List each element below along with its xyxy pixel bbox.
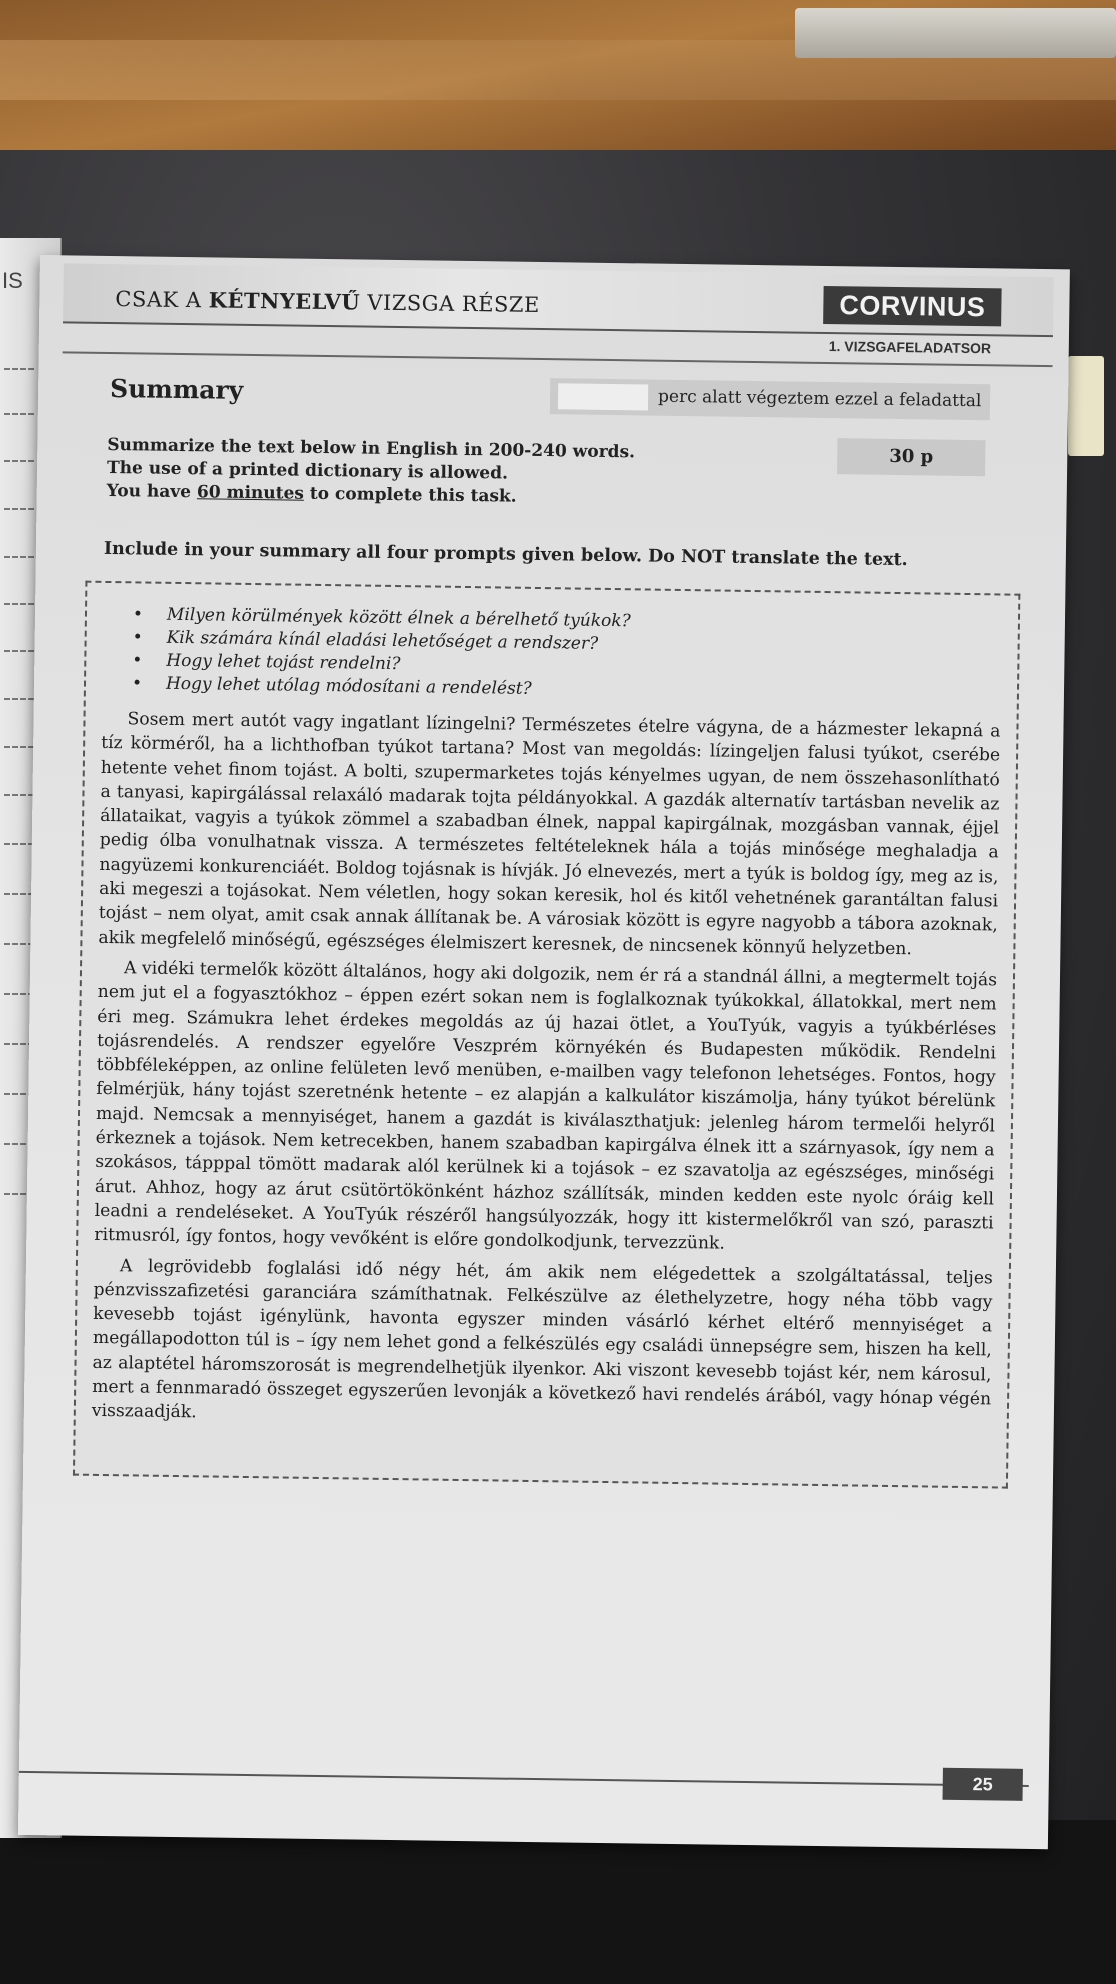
text-paragraph: A vidéki termelők között általános, hogy aki dolgozik, nem ér rá a standnál állni, a megtermelt tojás nem jut el a fogyasztókhoz – éppen ezért sokan nem is foglalkoznak tyúkokkal, állatokkal, mert nem éri meg. Számukra lehet érdekes megoldás az új hazai ötlet, a YouTyúk, vagyis a tyúkbérléses tojásrendelés. A rendszer egyelőre Veszprém környékén és Budapesten működik. Rendelni többféleképpen, az online felületen levő menüben, e-mailben vagy telefonon lehetséges. Fontos, hogy felmérjük, hány tojást szeretnénk hetente – ez alapján a kalkulátor kiszámolja, hány tyúkot bérelünk majd. Nemcsak a mennyiséget, hanem a gazdát is kiválaszthatjuk: jelenleg három termelői helyről érkeznek a tojások. Nem ketrecekben, hanem szabadban kapirgálva élnek itt a szárnyasok, így nem a szokásos, tápppal tömött madarak alól kerülnek ki a tojások – ez szavatolja az egészséges, minőségi árut. Ahhoz, hogy az árut csütörtökönként házhoz szállítsák, minden kedden este nyolc óráig kell leadni a rendeléseket. A YouTyúk részéről hangsúlyozzák, hogy itt kistermelőkről van szó, paraszti ritmusról, így fontos, hogy vevőként is előre gondolkodjunk, tervezzünk. bbox=[94, 958, 998, 1254]
include-note: Include in your summary all four prompts given below. Do NOT translate the text. bbox=[103, 538, 908, 571]
exam-page bbox=[18, 255, 1070, 1849]
header-title-suffix: VIZSGA RÉSZE bbox=[359, 290, 541, 317]
left-page-line bbox=[4, 650, 34, 652]
bullet-icon: • bbox=[132, 650, 143, 671]
prompt-text: Milyen körülmények között élnek a bérelhető tyúkok? bbox=[166, 604, 631, 632]
header-title-prefix: CSAK A bbox=[115, 287, 209, 313]
footer-divider bbox=[19, 1771, 1029, 1787]
prompt-text: Hogy lehet utólag módosítani a rendelést? bbox=[165, 673, 532, 699]
brand-logo: CORVINUS bbox=[823, 286, 1002, 326]
points-badge: 30 p bbox=[837, 438, 985, 476]
header-title-bold: KÉTNYELVŰ bbox=[208, 287, 361, 315]
left-page-line bbox=[4, 368, 34, 370]
task-instructions bbox=[107, 434, 636, 510]
left-page-label: IS bbox=[2, 268, 23, 293]
background-shelf bbox=[795, 8, 1116, 58]
left-page-line bbox=[4, 843, 34, 845]
left-page-line bbox=[4, 460, 34, 462]
prompt-text: Kik számára kínál eladási lehetőséget a rendszer? bbox=[166, 627, 599, 654]
left-page-line bbox=[4, 746, 34, 748]
left-page-line bbox=[4, 508, 34, 510]
bookmark-tab bbox=[1068, 356, 1104, 456]
exam-series-label: 1. VIZSGAFELADATSOR bbox=[828, 338, 992, 357]
instruction-text: to complete this task. bbox=[303, 483, 517, 507]
reading-text-box bbox=[73, 581, 1020, 1489]
left-page-line bbox=[4, 893, 34, 895]
page-header bbox=[63, 263, 1054, 337]
bullet-icon: • bbox=[132, 604, 144, 625]
page-number: 25 bbox=[943, 1768, 1023, 1801]
text-paragraph: Sosem mert autót vagy ingatlant lízingelni? Természetes ételre vágyna, de a házmester lekapná a tíz körméről, ha a lichthofban tyúkot tartana? Most van megoldás: lízingeljen falusi tyúkot, cserébe hetente vehet finom tojást. A bolti, szupermarketes tojás kényelmes ugyan, de nem összehasonlítható a tanyasi, kapirgálással relaxáló madarak tojta példányokkal. A gazdák alternatív tartásban nevelik az állataikat, vagyis a tyúkok zömmel a szabadban élnek, nappal kapirgálnak, mozgásban vannak, éjjel pedig ólba vonulhatnak vissza. A természetes feltételeknek hála a tojás minősége meghaladja a nagyüzemi konkurenciáét. Boldog tojásnak is hívják. Jó elnevezés, mert a tyúk is boldog így, meg az is, aki megeszi a tojásokat. Nem véletlen, hogy sokan keresik, hol és kitől vehetnének garantáltan falusi tojást – nem olyat, amit csak annak állítanak be. A városiak között is egyre nagyobb a tábora azoknak, akik megfelelő minőségű, egészséges élelmiszert keresnek, de nincsenek könnyű helyzetben. bbox=[98, 709, 1001, 959]
timer-label: perc alatt végeztem ezzel a feladattal bbox=[657, 386, 982, 412]
time-limit: 60 minutes bbox=[196, 482, 305, 504]
instruction-line: Summarize the text below in English in 200-240 words. bbox=[107, 434, 636, 463]
instruction-text: You have bbox=[106, 480, 198, 503]
minutes-input-box[interactable] bbox=[558, 383, 648, 410]
left-page-line bbox=[4, 413, 34, 415]
left-page-line bbox=[4, 556, 34, 558]
bullet-icon: • bbox=[131, 673, 143, 694]
text-paragraph: A legrövidebb foglalási idő négy hét, ám akik nem elégedettek a szolgáltatással, teljes pénzvisszafizetési garanciára számíthatnak. Felkészülve az élethelyzetre, hogy néha több vagy kevesebb tojást igénylünk, havonta egyszer minden vásárló kérhet eltérő mennyiséget a megállapodotton túl is – így nem lehet gond a felkészülés egy családi ünnepségre sem, hiszen ha kell, az alaptétel háromszorosát is megrendelhetjük ilyenkor. Aki viszont kevesebb tojást kér, nem károsul, mert a fennmaradó összeget egyszerűen levonják a következő havi rendelés árából, vagy hónap végén visszaadják. bbox=[91, 1255, 993, 1423]
timer-bar bbox=[550, 378, 990, 420]
instruction-line: The use of a printed dictionary is allowed. bbox=[106, 457, 509, 484]
left-page-line bbox=[4, 794, 34, 796]
header-title bbox=[115, 286, 540, 317]
prompt-list bbox=[132, 603, 1002, 707]
prompt-text: Hogy lehet tojást rendelni? bbox=[166, 650, 401, 675]
task-title: Summary bbox=[109, 373, 244, 405]
left-page-line bbox=[4, 603, 34, 605]
left-page-line bbox=[4, 698, 34, 700]
bullet-icon: • bbox=[132, 627, 143, 648]
